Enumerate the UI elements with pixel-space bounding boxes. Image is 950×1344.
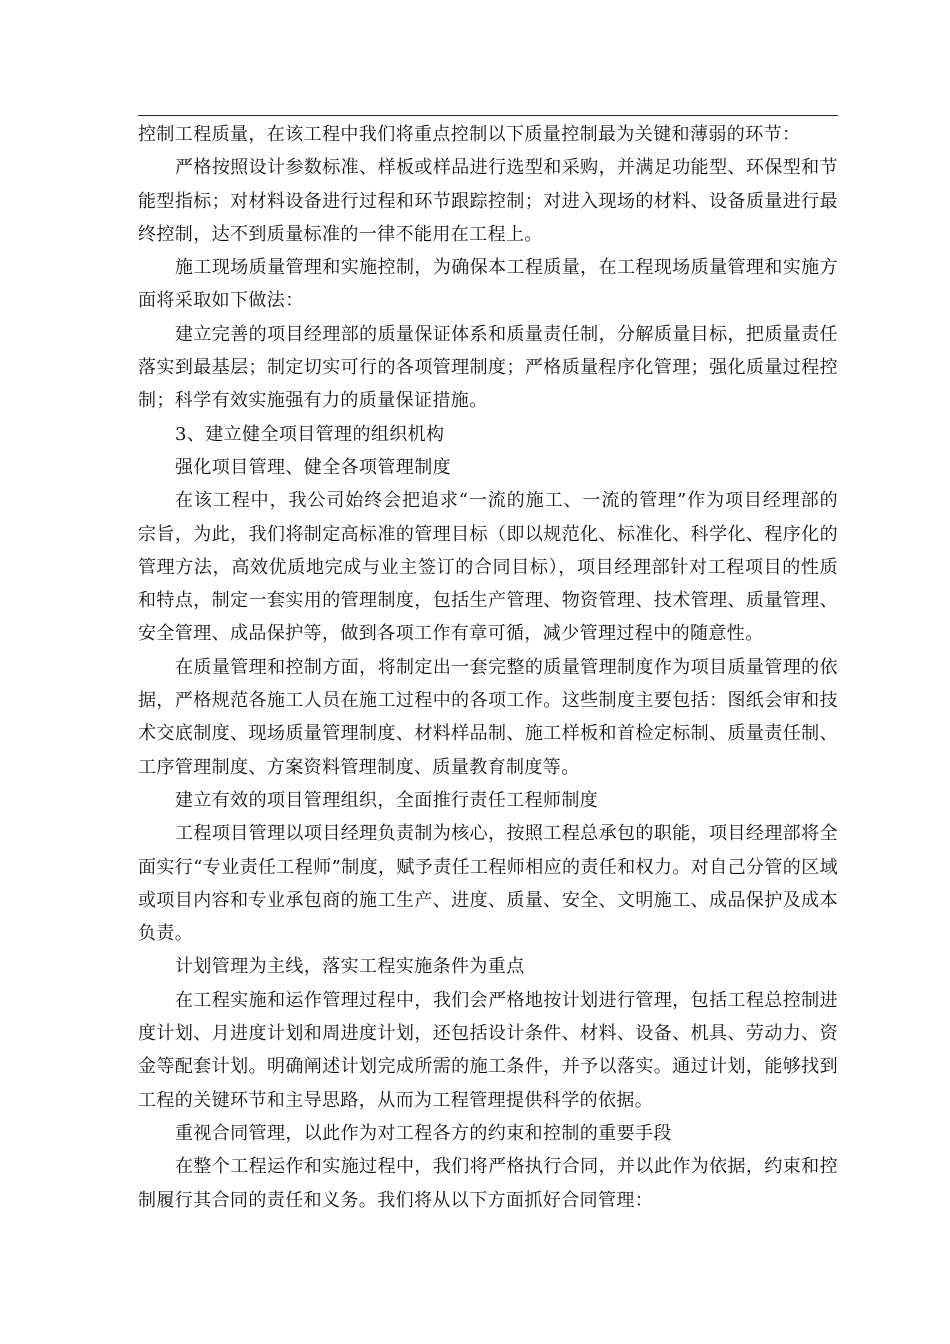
section-heading: 3、建立健全项目管理的组织机构 [175, 423, 445, 445]
paragraph: 在该工程中，我公司始终会把追求“一流的施工、一流的管理”作为项目经理部的宗旨，为此，我们将制定高标准的管理目标（即以规范化、标准化、科学化、程序化的管理方法，高效优质地完成与业主签订的合同目标），项目经理部针对工程项目的性质和特点，制定一套实用的管理制度，包括生产管理、物资管理、技术管理、质量管理、安全管理、成品保护等，做到各项工作有章可循，减少管理过程中的随意性。 [138, 490, 838, 645]
paragraph: 在工程实施和运作管理过程中，我们会严格地按计划进行管理，包括工程总控制进度计划、月进度计划和周进度计划，还包括设计条件、材料、设备、机具、劳动力、资金等配套计划。明确阐述计划完成所需的施工条件，并予以落实。通过计划，能够找到工程的关键环节和主导思路，从而为工程管理提供科学的依据。 [138, 989, 838, 1111]
document-page [138, 115, 838, 1217]
paragraph: 工程项目管理以项目经理负责制为核心，按照工程总承包的职能，项目经理部将全面实行“专业责任工程师”制度，赋予责任工程师相应的责任和权力。对自己分管的区域或项目内容和专业承包商的施工生产、进度、质量、安全、文明施工、成品保护及成本负责。 [138, 823, 839, 945]
subsection-heading: 重视合同管理，以此作为对工程各方的约束和控制的重要手段 [175, 1122, 672, 1144]
paragraph: 施工现场质量管理和实施控制，为确保本工程质量，在工程现场质量管理和实施方面将采取如下做法： [138, 257, 838, 312]
subsection-heading: 强化项目管理、健全各项管理制度 [175, 456, 451, 478]
header-rule [138, 115, 838, 116]
paragraph: 在整个工程运作和实施过程中，我们将严格执行合同，并以此作为依据，约束和控制履行其合同的责任和义务。我们将从以下方面抓好合同管理： [138, 1156, 838, 1211]
paragraph: 建立完善的项目经理部的质量保证体系和质量责任制，分解质量目标，把质量责任落实到最基层；制定切实可行的各项管理制度；严格质量程序化管理；强化质量过程控制；科学有效实施强有力的质量保证措施。 [138, 323, 838, 412]
paragraph: 在质量管理和控制方面，将制定出一套完整的质量管理制度作为项目质量管理的依据，严格规范各施工人员在施工过程中的各项工作。这些制度主要包括：图纸会审和技术交底制度、现场质量管理制度、材料样品制、施工样板和首检定标制、质量责任制、工序管理制度、方案资料管理制度、质量教育制度等。 [138, 656, 838, 778]
paragraph: 控制工程质量，在该工程中我们将重点控制以下质量控制最为关键和薄弱的环节： [138, 124, 801, 145]
subsection-heading: 建立有效的项目管理组织，全面推行责任工程师制度 [175, 789, 599, 811]
paragraph: 严格按照设计参数标准、样板或样品进行选型和采购，并满足功能型、环保型和节能型指标；对材料设备进行过程和环节跟踪控制；对进入现场的材料、设备质量进行最终控制，达不到质量标准的一律不能用在工程上。 [138, 157, 838, 245]
subsection-heading: 计划管理为主线，落实工程实施条件为重点 [175, 956, 525, 978]
